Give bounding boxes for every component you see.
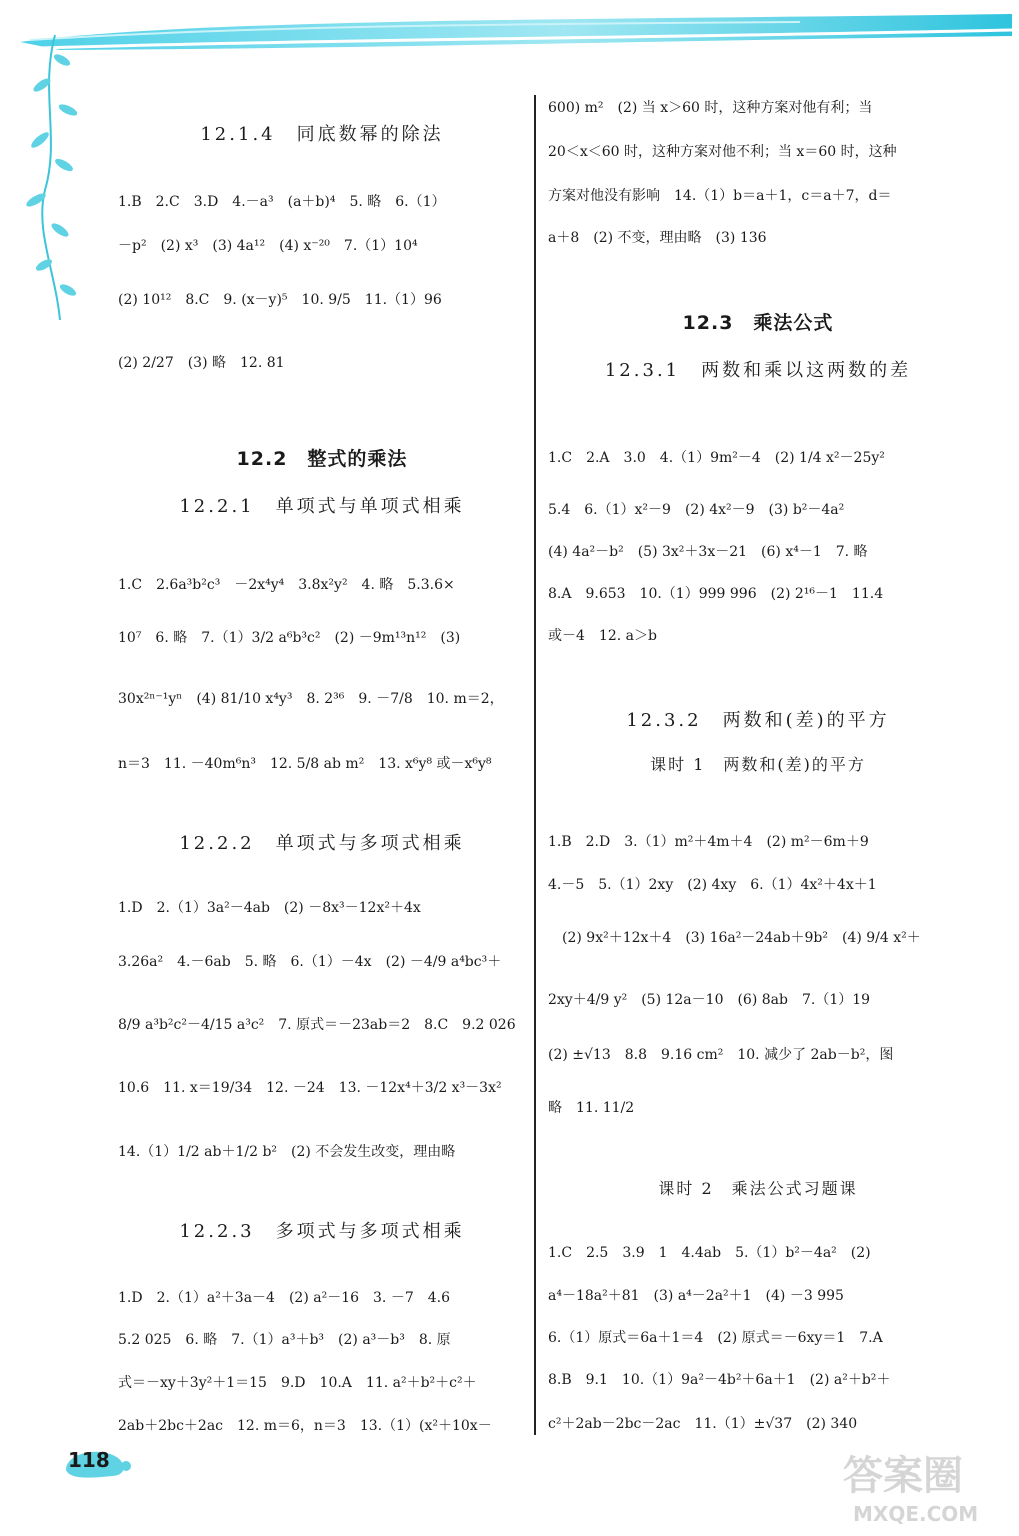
left-answer-line: n＝3 11. －40m⁶n³ 12. 5/8 ab m² 13. x⁶y⁸ 或－x⁶y⁸ [118,756,492,772]
left-answer-line: (2) 10¹² 8.C 9. (x－y)⁵ 10. 9/5 11.（1）96 [118,292,442,308]
right-answer-line: (2) 9x²＋12x＋4 (3) 16a²－24ab＋9b² (4) 9/4 x²＋ [548,930,921,946]
column-divider [534,95,536,1435]
right-answer-line: (2) ±√13 8.8 9.16 cm² 10. 减少了 2ab－b²，图 [548,1047,894,1063]
right-answer-line: 1.B 2.D 3.（1）m²＋4m＋4 (2) m²－6m＋9 [548,834,869,850]
left-answer-line: 30x²ⁿ⁻¹yⁿ (4) 81/10 x⁴y³ 8. 2³⁶ 9. －7/8 10. m＝2， [118,691,504,707]
right-answer-line: c²＋2ab－2bc－2ac 11.（1）±√37 (2) 340 [548,1416,858,1432]
left-answer-line: 10⁷ 6. 略 7.（1）3/2 a⁶b³c² (2) －9m¹³n¹² (3) [118,630,461,646]
right-answer-line: 20＜x＜60 时，这种方案对他不利；当 x＝60 时，这种 [548,144,897,160]
right-section-heading: 12.3 乘法公式 [682,312,834,334]
header-banner [0,0,1019,60]
left-answer-line: 1.D 2.（1）a²＋3a－4 (2) a²－16 3. －7 4.6 [118,1290,451,1306]
left-answer-line: 14.（1）1/2 ab＋1/2 b² (2) 不会发生改变，理由略 [118,1144,456,1160]
right-answer-line: 1.C 2.A 3.0 4.（1）9m²－4 (2) 1/4 x²－25y² [548,450,885,466]
left-answer-line: 10.6 11. x＝19/34 12. －24 13. －12x⁴＋3/2 x³－3x² [118,1080,502,1096]
right-answer-line: 8.A 9.653 10.（1）999 996 (2) 2¹⁶－1 11.4 [548,586,884,602]
left-answer-line: 式＝－xy＋3y²＋1＝15 9.D 10.A 11. a²＋b²＋c²＋ [118,1375,477,1391]
page-number [62,1440,134,1482]
right-section-heading: 12.3.2 两数和(差)的平方 [626,710,890,731]
right-answer-line: 方案对他没有影响 14.（1）b＝a＋1，c＝a＋7，d＝ [548,188,892,204]
right-answer-line: (4) 4a²－b² (5) 3x²＋3x－21 (6) x⁴－1 7. 略 [548,544,868,560]
right-answer-line: 或－4 12. a＞b [548,628,657,644]
right-answer-line: a⁴－18a²＋81 (3) a⁴－2a²＋1 (4) －3 995 [548,1288,844,1304]
right-section-heading: 课时 2 乘法公式习题课 [658,1179,858,1198]
left-section-heading: 12.2.1 单项式与单项式相乘 [179,496,465,517]
page-number-text: 118 [68,1448,110,1472]
right-section-heading: 12.3.1 两数和乘以这两数的差 [604,360,912,381]
right-answer-line: 略 11. 11/2 [548,1100,635,1116]
right-answer-line: a＋8 (2) 不变，理由略 (3) 136 [548,230,767,246]
left-answer-line: －p² (2) x³ (3) 4a¹² (4) x⁻²⁰ 7.（1）10⁴ [118,238,418,254]
right-answer-line: 1.C 2.5 3.9 1 4.4ab 5.（1）b²－4a² (2) [548,1245,871,1261]
right-answer-line: 2xy＋4/9 y² (5) 12a－10 (6) 8ab 7.（1）19 [548,992,871,1008]
watermark [835,1440,1015,1532]
watermark-main: 答案圈 [843,1453,963,1499]
vine-decoration-icon [0,30,110,330]
left-answer-line: 2ab＋2bc＋2ac 12. m＝6，n＝3 13.（1）(x²＋10x－ [118,1418,492,1434]
left-section-heading: 12.2 整式的乘法 [236,448,408,470]
left-section-heading: 12.2.2 单项式与多项式相乘 [179,833,465,854]
left-answer-line: 1.B 2.C 3.D 4.－a³ (a＋b)⁴ 5. 略 6.（1） [118,194,446,210]
left-answer-line: 8/9 a³b²c²－4/15 a³c² 7. 原式＝－23ab＝2 8.C 9.2 026 [118,1017,516,1033]
left-answer-line: 1.C 2.6a³b²c³ －2x⁴y⁴ 3.8x²y² 4. 略 5.3.6× [118,577,455,593]
left-section-heading: 12.2.3 多项式与多项式相乘 [179,1221,465,1242]
left-answer-line: 5.2 025 6. 略 7.（1）a³＋b³ (2) a³－b³ 8. 原 [118,1332,451,1348]
left-answer-line: (2) 2/27 (3) 略 12. 81 [118,355,285,371]
right-answer-line: 6.（1）原式＝6a＋1＝4 (2) 原式＝－6xy＝1 7.A [548,1330,883,1346]
left-section-heading: 12.1.4 同底数幂的除法 [200,124,444,145]
right-answer-line: 600) m² (2) 当 x＞60 时，这种方案对他有利；当 [548,100,873,116]
watermark-url: MXQE.COM [853,1502,979,1526]
right-answer-line: 8.B 9.1 10.（1）9a²－4b²＋6a＋1 (2) a²＋b²＋ [548,1372,891,1388]
left-answer-line: 3.26a² 4.－6ab 5. 略 6.（1）－4x (2) －4/9 a⁴bc³＋ [118,954,502,970]
right-answer-line: 5.4 6.（1）x²－9 (2) 4x²－9 (3) b²－4a² [548,502,845,518]
right-answer-line: 4.－5 5.（1）2xy (2) 4xy 6.（1）4x²＋4x＋1 [548,877,877,893]
left-answer-line: 1.D 2.（1）3a²－4ab (2) －8x³－12x²＋4x [118,900,421,916]
right-section-heading: 课时 1 两数和(差)的平方 [650,755,866,774]
